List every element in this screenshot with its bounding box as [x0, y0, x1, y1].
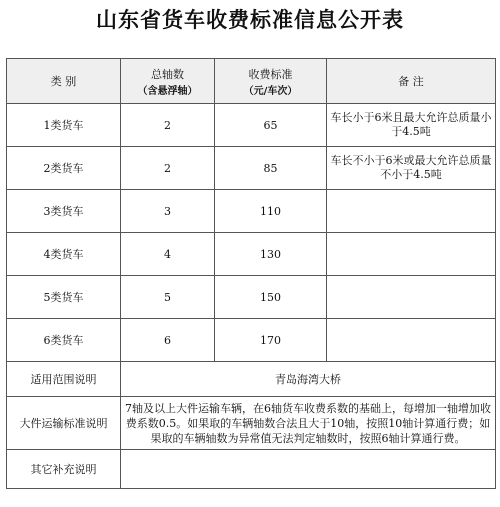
category-cell: 6类货车 [7, 319, 121, 362]
fee-cell: 85 [215, 147, 327, 190]
fee-cell: 170 [215, 319, 327, 362]
scope-row [7, 362, 496, 397]
fee-cell: 130 [215, 233, 327, 276]
fee-cell: 150 [215, 276, 327, 319]
remark-cell: 车长小于6米且最大允许总质量小于4.5吨 [327, 104, 496, 147]
fee-cell: 65 [215, 104, 327, 147]
header-row [7, 59, 496, 104]
header-axles [121, 59, 215, 104]
remark-cell [327, 319, 496, 362]
header-fee-line1: 收费标准 [248, 67, 293, 81]
header-axles-line2: （含悬浮轴） [137, 85, 198, 97]
header-fee [215, 59, 327, 104]
other-row [7, 450, 496, 489]
table-row [7, 233, 496, 276]
header-category: 类 别 [7, 59, 121, 104]
axles-cell: 2 [121, 104, 215, 147]
remark-cell [327, 233, 496, 276]
other-value [121, 450, 496, 489]
category-cell: 5类货车 [7, 276, 121, 319]
axles-cell: 2 [121, 147, 215, 190]
axles-cell: 5 [121, 276, 215, 319]
scope-label: 适用范围说明 [7, 362, 121, 397]
table-row [7, 104, 496, 147]
scope-value: 青岛海湾大桥 [121, 362, 496, 397]
remark-cell [327, 190, 496, 233]
large-transport-label: 大件运输标准说明 [7, 397, 121, 450]
table-row [7, 319, 496, 362]
fee-cell: 110 [215, 190, 327, 233]
axles-cell: 4 [121, 233, 215, 276]
category-cell: 2类货车 [7, 147, 121, 190]
document-title: 山东省货车收费标准信息公开表 [96, 8, 404, 32]
header-axles-line1: 总轴数 [151, 67, 184, 81]
axles-cell: 6 [121, 319, 215, 362]
category-cell: 3类货车 [7, 190, 121, 233]
other-label: 其它补充说明 [7, 450, 121, 489]
table-row [7, 190, 496, 233]
header-remarks: 备 注 [327, 59, 496, 104]
fee-table [6, 58, 496, 489]
table-row [7, 276, 496, 319]
header-fee-line2: （元/车次） [243, 85, 298, 97]
large-transport-value: 7轴及以上大件运输车辆，在6轴货车收费系数的基础上，每增加一轴增加收费系数0.5。如果取的车辆轴数合法且大于10轴，按照10轴计算通行费；如果取的车辆轴数为异常值无法判定轴数时，按照6轴计算通行费。 [121, 397, 496, 450]
table-row [7, 147, 496, 190]
remark-cell: 车长不小于6米或最大允许总质量不小于4.5吨 [327, 147, 496, 190]
axles-cell: 3 [121, 190, 215, 233]
category-cell: 1类货车 [7, 104, 121, 147]
large-transport-row [7, 397, 496, 450]
category-cell: 4类货车 [7, 233, 121, 276]
remark-cell [327, 276, 496, 319]
